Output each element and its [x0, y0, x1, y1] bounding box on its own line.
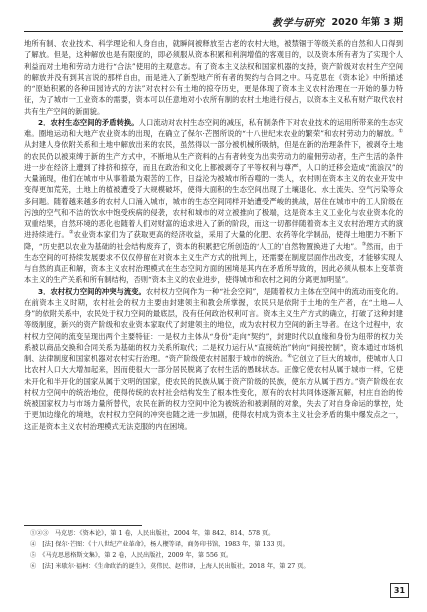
footnote: ⑥ [法] 米歇尔·福柯：《生命政治的诞生》，莫伟民、赵伟译，上海人民出版社，2018 年，第 27 页。: [30, 562, 310, 570]
footnote: ①②③ 马克思：《资本论》，第 1 卷，人民出版社，2004 年，第 842、814、578 页。: [30, 530, 275, 537]
journal-title: 教学与研究: [272, 17, 325, 29]
paragraph-text: 从封建人身依附关系和土地中解放出来的农民，虽然得以一部分被机械所吸纳，但是在新的治理条件下，被剥夺土地的农民仍以被束缚于新的生产方式中，不断地从生产资料的占有者转变为出卖劳动力的雇佣劳动者，生产生活的条件进一步在经济上遭到了排挤和掠夺，而且在政治和文化上都被剥夺了平等权利与尊严，人口的迁移会造成“流浪汉”的大量涌现，他们在城市中从事着最为艰苦的工作，日益沦为被城市所吞噬的一类人，农村则在资本主义的农业开发中变得更加荒芜，土地上的植被遭受了大规模破坏，使得大面积的生态空间出现了土壤退化、水土流失、空气污染等众多问题。随着越来越多的农村人口涌入城市，城市的生态空间同样开始遭受严峻的挑战，居住在城市中的工人阶级在污浊的空气和不洁的饮水中饱受疾病的侵袭，农村和城市的对立被推向了极端，这是资本主义工业化与农业资本化的双重结果，自然环境的恶化也随着人们对财富的追求进入了新的阶段，而这一切都伴随着资本主义农村治理方式的演进持续进行。: [24, 140, 403, 240]
footnote-ref[interactable]: ②: [68, 229, 74, 236]
paragraph: 地所有制、农业技术、科学理论和人身自由，就瞬间被释放至古老的农村大地，被禁锢于等级关系的自然和人口得到了解放。但是，这种解放也是有限度的，即必须服从资本积累和利润增值的客观目的，以及资本所有者为了实现个人利益而对土地和劳动力进行“合法”使用的主观意志。有了资本主义法权和国家机器的支持，资产阶级对农村生产空间的解放并没有到其言说的那样自由，而是进入了新型地产所有者的契约与合同之中。马克思在《资本论》中所描述的“原始积累的各种田园诗式的方法”对农村公有土地的掠夺历史，更是体现了资本主义农村治理在一开始的暴力特征，为了城市一工业资本的需要，资本可以任意地对小农所有制的农村土地进行侵占，以资本主义私有财产取代农村共有生产空间的新面貌。: [24, 39, 403, 116]
section-heading: 3．农村权力空间的冲突与流变。: [38, 286, 146, 296]
footnote-divider: [24, 525, 142, 526]
paragraph-text: 人口流动对农村生态空间的减压，私有制条件下对农业技术的运用所带来的生态灾难。圈地运动和大地产农业资本的出现，在确立了保尔·芒图所说的“十八世纪末农业的繁荣”和农村劳动力的解放。: [24, 117, 404, 138]
issue-number: 2020 年第 3 期: [331, 17, 403, 28]
footnote: ⑤ 《马克思恩格斯文集》，第 2 卷，人民出版社，2009 年，第 556 页。: [30, 551, 233, 559]
paragraph: [24, 286, 403, 432]
footnotes: [30, 529, 403, 573]
paragraph-text: 它创立了巨大的城市，使城市人口比农村人口大大增加起来，因而使很大一部分居民脱离了农村生活的愚昧状态。正像它使农村从属于城市一样，它使未开化和半开化的国家从属于文明的国家，使农民的民族从属于资产阶级的民族，使东方从属于西方。”资产阶级在农村权力空间中的统治地位，使得传统的农村社会结构发生了根本性变化，原有的农村共同体逐渐瓦解，村庄自治的传统被国家权力与市场力量所替代，农民在新的权力空间中沦为被统治和被剥削的对象，失去了对自身命运的掌控，处于更加边缘化的境地，农村权力空间的冲突也随之进一步加剧，使得农村成为资本主义社会矛盾的集中爆发点之一，这正是资本主义农村治理模式无法克服的内在困境。: [24, 354, 404, 431]
paragraph-text: 农业资本家们为了获取更高的经济收益，采用了大量的化肥、农药等化学制品，使得土地肥力不断下降，“历史把以农业为基础的社会结构废弃了，资本的积累把它所创造的‘人工的’自然物置换进了大地”。: [24, 230, 404, 251]
section-heading: 2．农村生态空间的矛盾转换。: [38, 117, 139, 127]
footnote-ref[interactable]: ④: [287, 353, 292, 360]
footnote-ref[interactable]: ①: [398, 128, 403, 135]
page-number: 31: [390, 583, 409, 598]
footnote-ref[interactable]: ③: [361, 241, 367, 248]
paragraph-text: 然而，由于生态空间的可持续发展要求不仅仅停留在对资本主义生产方式的批判上，还需要在制度层面作出改变，才能够实现人与自然的真正和解，资本主义农村治理模式在生态空间方面的困境是其内在矛盾所导致的，因此必须从根本上变革资本主义的生产关系和所有制结构，否则“资本主义的农业进步，使得城市和农村之间的分离更加明显”。: [24, 241, 403, 285]
paragraph-text: 农村权力空间作为一种“社会空间”，是随着权力主体在空间中的流动而变化的。在前资本主义时期，农村社会的权力主要由封建领主和教会所掌握，农民只是依附于土地的生产者，在“土地—人身”的依附关系中，农民处于权力空间的最底层，没有任何政治权利可言。资本主义生产方式的确立，打破了这种封建等级制度，新兴的资产阶级和农业资本家取代了封建领主的地位，成为农村权力空间的新主导者。在这个过程中，农村权力空间的流变呈现出两个主要特征：一是权力主体从“身份”走向“契约”，封建时代以血缘和身份为纽带的权力关系被以商品交换和合同关系为基础的权力关系所取代；二是权力运行从“直接统治”转向“间接控制”，资本通过市场机制、法律制度和国家机器对农村实行治理。“资产阶级使农村屈服于城市的统治。: [24, 286, 404, 363]
article-body: [24, 38, 403, 432]
running-header: [24, 11, 403, 32]
paragraph: [24, 117, 403, 286]
footnote: ④ [法] 保尔·芒图：《十八世纪产业革命》，杨人楩等译，商务印书馆，1983 年，第 133 页。: [30, 540, 289, 548]
